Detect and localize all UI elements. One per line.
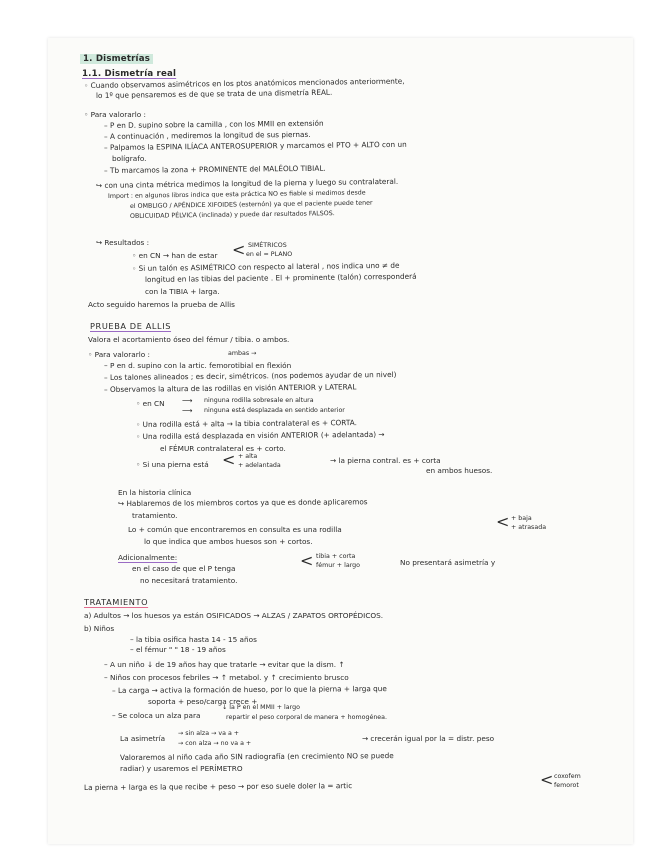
text-line: Lo + común que encontraremos en consulta es una rodilla [128,525,342,534]
text-line: bolígrafo. [112,154,147,163]
text-line: ◦ Para valorarlo : [84,110,146,119]
text-line: con la TIBIA + larga. [145,287,220,296]
label-text: Adicionalmente: [118,553,178,562]
brace-glyph: < [232,240,246,259]
text-line: – Observamos la altura de las rodillas en visión ANTERIOR y LATERAL [103,382,357,394]
text-line: el OMBLIGO / APÉNDICE XIFOIDES (esternón) ya que el paciente puede tener [129,199,373,210]
text-line: no necesitará tratamiento. [140,576,238,585]
text-line: → la pierna contral. es + corta [330,456,441,465]
text-line: en ambos huesos. [426,466,493,475]
text-line: + alta [238,453,258,460]
text-line: ↓ la P en el MMII + largo [222,704,300,711]
text-line: SIMÉTRICOS [248,242,287,249]
text-line: Import : en algunos libros indica que esta práctica NO es fiable si medimos desde [107,189,366,200]
text-line: – A un niño ↓ de 19 años hay que tratarle → evitar que la dism. ↑ [104,660,345,669]
text-line: No presentará asimetría y [400,558,496,567]
text-line: ◦ Una rodilla está desplazada en visión ANTERIOR (+ adelantada) → [135,429,385,441]
text-line: + atrasada [511,524,547,531]
text-line: ◦ Para valorarlo : [88,350,150,359]
text-line: ↪ Hablaremos de los miembros cortos ya que es donde aplicaremos [117,497,368,508]
subheading-text: PRUEBA DE ALLIS [90,321,172,331]
text-line: → crecerán igual por la = distr. peso [362,734,495,743]
text-line: tratamiento. [132,511,178,520]
text-line: a) Adultos → los huesos ya están OSIFICADOS → ALZAS / ZAPATOS ORTOPÉDICOS. [84,611,384,620]
text-line: en el caso de que el P tenga [132,564,236,573]
text-line: – P en d. supino con la artic. femorotibial en flexión [104,361,292,370]
text-line: ◦ Cuando observamos asimétricos en los ptos anatómicos mencionados anteriormente, [83,76,405,90]
text-line: soporta + peso/carga crece + [148,697,258,706]
text-line: + adelantada [238,462,281,469]
text-line: ◦ Si una pierna está [136,460,209,469]
subheading-text: 1.1. Dismetría real [82,69,177,79]
brace-glyph: < [222,450,236,469]
brace-glyph: < [540,770,554,789]
text-line: + baja [511,515,532,522]
text-line: → sin alza → va a + [178,730,240,737]
text-line: radiar) y usaremos el PERÍMETRO [120,764,243,773]
text-line: el FÉMUR contralateral es + corto. [160,444,286,453]
arrow-glyph: ⟶ [182,406,193,415]
text-line: ◦ Una rodilla está + alta → la tibia contralateral es + CORTA. [135,418,357,429]
arrow-glyph: ⟶ [182,396,193,405]
text-line: – La carga → activa la formación de hueso, por lo que la pierna + larga que [111,684,387,695]
subheading-text: TRATAMIENTO [84,597,149,607]
text-line: – Tb marcamos la zona + PROMINENTE del MALÉOLO TIBIAL. [103,163,326,175]
text-line: longitud en las tibias del paciente . El + prominente (talón) corresponderá [144,271,417,284]
text-line: – Niños con procesos febriles → ↑ metabol. y ↑ crecimiento brusco [104,673,349,682]
text-line: ninguna rodilla sobresale en altura [204,397,314,404]
text-line: La pierna + larga es la que recibe + peso → por eso suele doler la = artic [83,781,353,792]
text-line: En la historia clínica [118,488,192,497]
text-line: repartir el peso corporal de manera + homogénea. [226,714,388,721]
text-line: – Los talones alineados ; es decir, simétricos. (nos podemos ayudar de un nivel) [103,369,397,382]
text-line: – la tibia osifica hasta 14 - 15 años [130,635,257,644]
brace-glyph: < [496,512,510,531]
subsection-heading [82,70,176,79]
text-line [118,553,177,562]
text-line: lo 1º que pensaremos es de que se trata de una dismetría REAL. [95,87,333,100]
text-line: femorot [554,782,579,789]
text-line: Valora el acortamiento óseo del fémur / tibia. o ambos. [88,335,290,344]
section-heading [80,55,153,64]
text-line: La asimetría [120,734,166,743]
text-line: ◦ Si un talón es ASIMÉTRICO con respecto al lateral , nos indica uno ≠ de [131,260,400,273]
text-line: Acto seguido haremos la prueba de Allis [88,300,235,309]
text-line: ◦ en CN → han de estar [132,251,218,260]
text-line: Valoraremos al niño cada año SIN radiografía (en crecimiento NO se puede [119,751,394,762]
text-line: ↪ con una cinta métrica medimos la longitud de la pierna y luego su contralateral. [95,176,399,190]
text-line: ◦ en CN [136,399,165,408]
text-line: b) Niños [84,624,115,633]
text-line: coxofem [554,773,581,780]
text-line: – el fémur " " 18 - 19 años [130,645,226,654]
heading-text: 1. Dismetrías [80,54,153,64]
text-line: ambas → [228,350,257,357]
subsection-heading [84,598,148,607]
text-line: OBLICUIDAD PÉLVICA (inclinada) y puede dar resultados FALSOS. [129,210,335,220]
brace-glyph: < [300,551,314,570]
text-line: – P en D. supino sobre la camilla , con los MMII en extensión [103,118,324,130]
text-line: → con alza → no va a + [178,740,252,747]
subsection-heading [90,322,171,331]
text-line: ninguna está desplazada en sentido anterior [204,407,345,414]
text-line: – Palpamos la ESPINA ILÍACA ANTEROSUPERIOR y marcamos el PTO + ALTO con un [103,139,407,152]
text-line: fémur + largo [316,562,361,569]
text-line: lo que indica que ambos huesos son + cortos. [144,537,313,546]
text-line: – A continuación , mediremos la longitud de sus piernas. [103,129,311,141]
text-line: – Se coloca un alza para [112,711,201,720]
text-line: tibia + corta [316,553,356,560]
text-line: en el = PLANO [246,251,293,258]
text-line: ↪ Resultados : [96,238,150,247]
